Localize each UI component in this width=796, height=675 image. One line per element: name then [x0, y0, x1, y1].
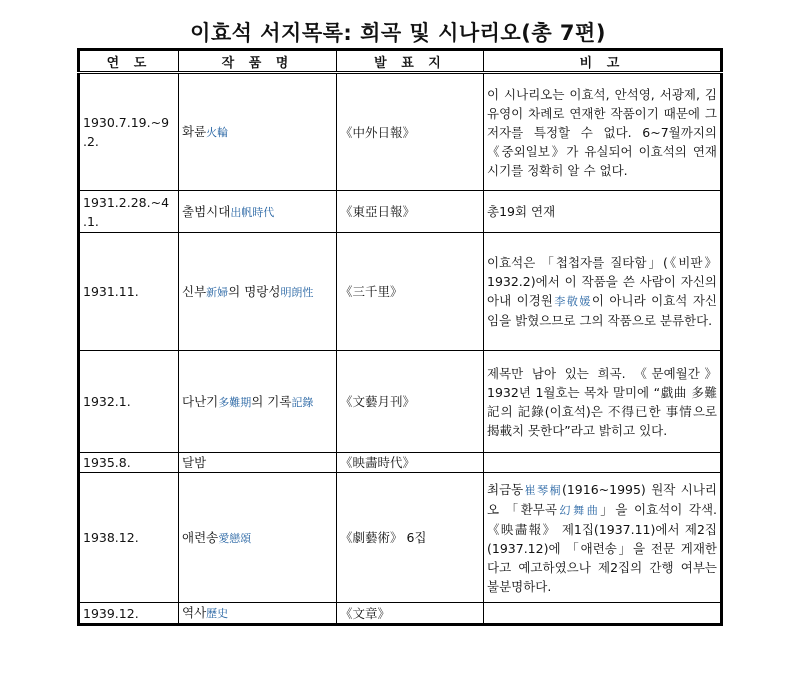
table-row — [79, 191, 722, 233]
cell-note — [484, 603, 722, 625]
work-title-hanja: 新婦 — [206, 285, 229, 299]
note-text: 이효석은 「첩첩자를 질타함」(《비판》 1932.2)에서 이 작품을 쓴 사람이 자신의 아내 이경원 — [487, 255, 717, 308]
note-hanja: 崔琴桐 — [523, 483, 562, 497]
work-title-korean: 달밤 — [182, 455, 207, 470]
note-text: 최금동 — [487, 481, 524, 497]
note-hanja: 李敬媛 — [552, 295, 592, 308]
cell-work — [179, 603, 337, 625]
cell-year: 1938.12. — [79, 473, 179, 603]
cell-year: 1931.2.28.~4 .1. — [79, 191, 179, 233]
work-title-hanja: 多難期 — [218, 395, 252, 409]
cell-note — [484, 453, 722, 473]
bibliography-table — [77, 48, 723, 626]
note-text-cont: 이 아니라 이효석 자신임을 밝혔으므로 그의 작품으로 분류한다. — [487, 293, 717, 328]
work-title-hanja: 歷史 — [206, 607, 229, 620]
work-title-korean: 다난기 — [182, 393, 219, 409]
cell-work — [179, 473, 337, 603]
cell-venue: 《劇藝術》 6집 — [337, 473, 484, 603]
header-venue: 발 표 지 — [337, 50, 484, 73]
cell-venue: 《文章》 — [337, 603, 484, 625]
document-title: 이효석 서지목록: 희곡 및 시나리오(총 7편) — [190, 21, 606, 45]
cell-note: 이 시나리오는 이효석, 안석영, 서광제, 김유영이 차례로 연재한 작품이기 때문에 그 저자를 특정할 수 없다. 6~7월까지의 《중외일보》가 유실되어 이효석의 연재시기를 정확히 알 수 없다. — [484, 73, 722, 191]
cell-work — [179, 351, 337, 453]
cell-work — [179, 453, 337, 473]
work-title-korean: 출범시대 — [182, 203, 231, 219]
cell-year: 1932.1. — [79, 351, 179, 453]
work-title-korean-cont: 의 명랑성 — [228, 283, 281, 299]
cell-year: 1935.8. — [79, 453, 179, 473]
cell-year: 1931.11. — [79, 233, 179, 351]
work-title-korean: 신부 — [182, 283, 207, 299]
note-text-end: 」을 이효석이 각색. 《映畵報》 제1집(1937.11)에서 제2집(1937.12)에 「애련송」을 전문 게재한다고 예고하였으나 제2집의 간행 여부는 불분명하다. — [487, 501, 717, 594]
cell-note: 제목만 남아 있는 희곡. 《문예월간》 1932년 1월호는 목차 말미에 “戱曲 多難記의 記錄(이효석)은 不得已한 事情으로 揭載치 못한다”라고 밝히고 있다. — [484, 351, 722, 453]
header-note: 비 고 — [484, 50, 722, 73]
work-title-hanja-cont: 記錄 — [291, 395, 314, 409]
header-work: 작 품 명 — [179, 50, 337, 73]
cell-year: 1939.12. — [79, 603, 179, 625]
work-title-hanja-cont: 明朗性 — [280, 285, 314, 299]
header-year: 연 도 — [79, 50, 179, 73]
table-row — [79, 473, 722, 603]
note-text-cont: (1916~1995) 원작 시나리오 「환무곡 — [487, 481, 717, 517]
note-hanja-2: 幻舞曲 — [556, 503, 601, 517]
cell-venue: 《映畵時代》 — [337, 453, 484, 473]
cell-note: 총19회 연재 — [484, 191, 722, 233]
table-row — [79, 603, 722, 625]
cell-work — [179, 73, 337, 191]
work-title-korean-cont: 의 기록 — [251, 393, 292, 409]
cell-venue: 《文藝月刊》 — [337, 351, 484, 453]
cell-note — [484, 473, 722, 603]
cell-venue: 《三千里》 — [337, 233, 484, 351]
work-title-hanja: 愛戀頌 — [218, 531, 252, 545]
work-title-korean: 애련송 — [182, 529, 219, 545]
cell-year: 1930.7.19.~9 .2. — [79, 73, 179, 191]
cell-note — [484, 233, 722, 351]
table-row — [79, 73, 722, 191]
cell-work — [179, 233, 337, 351]
cell-venue: 《東亞日報》 — [337, 191, 484, 233]
work-title-korean: 역사 — [182, 605, 207, 620]
cell-venue: 《中外日報》 — [337, 73, 484, 191]
cell-work — [179, 191, 337, 233]
table-row — [79, 233, 722, 351]
table-row — [79, 453, 722, 473]
work-title-hanja: 出帆時代 — [230, 205, 275, 219]
table-row — [79, 351, 722, 453]
work-title-hanja: 火輪 — [206, 126, 229, 139]
table-header-row — [79, 50, 722, 73]
work-title-korean: 화륜 — [182, 124, 207, 139]
